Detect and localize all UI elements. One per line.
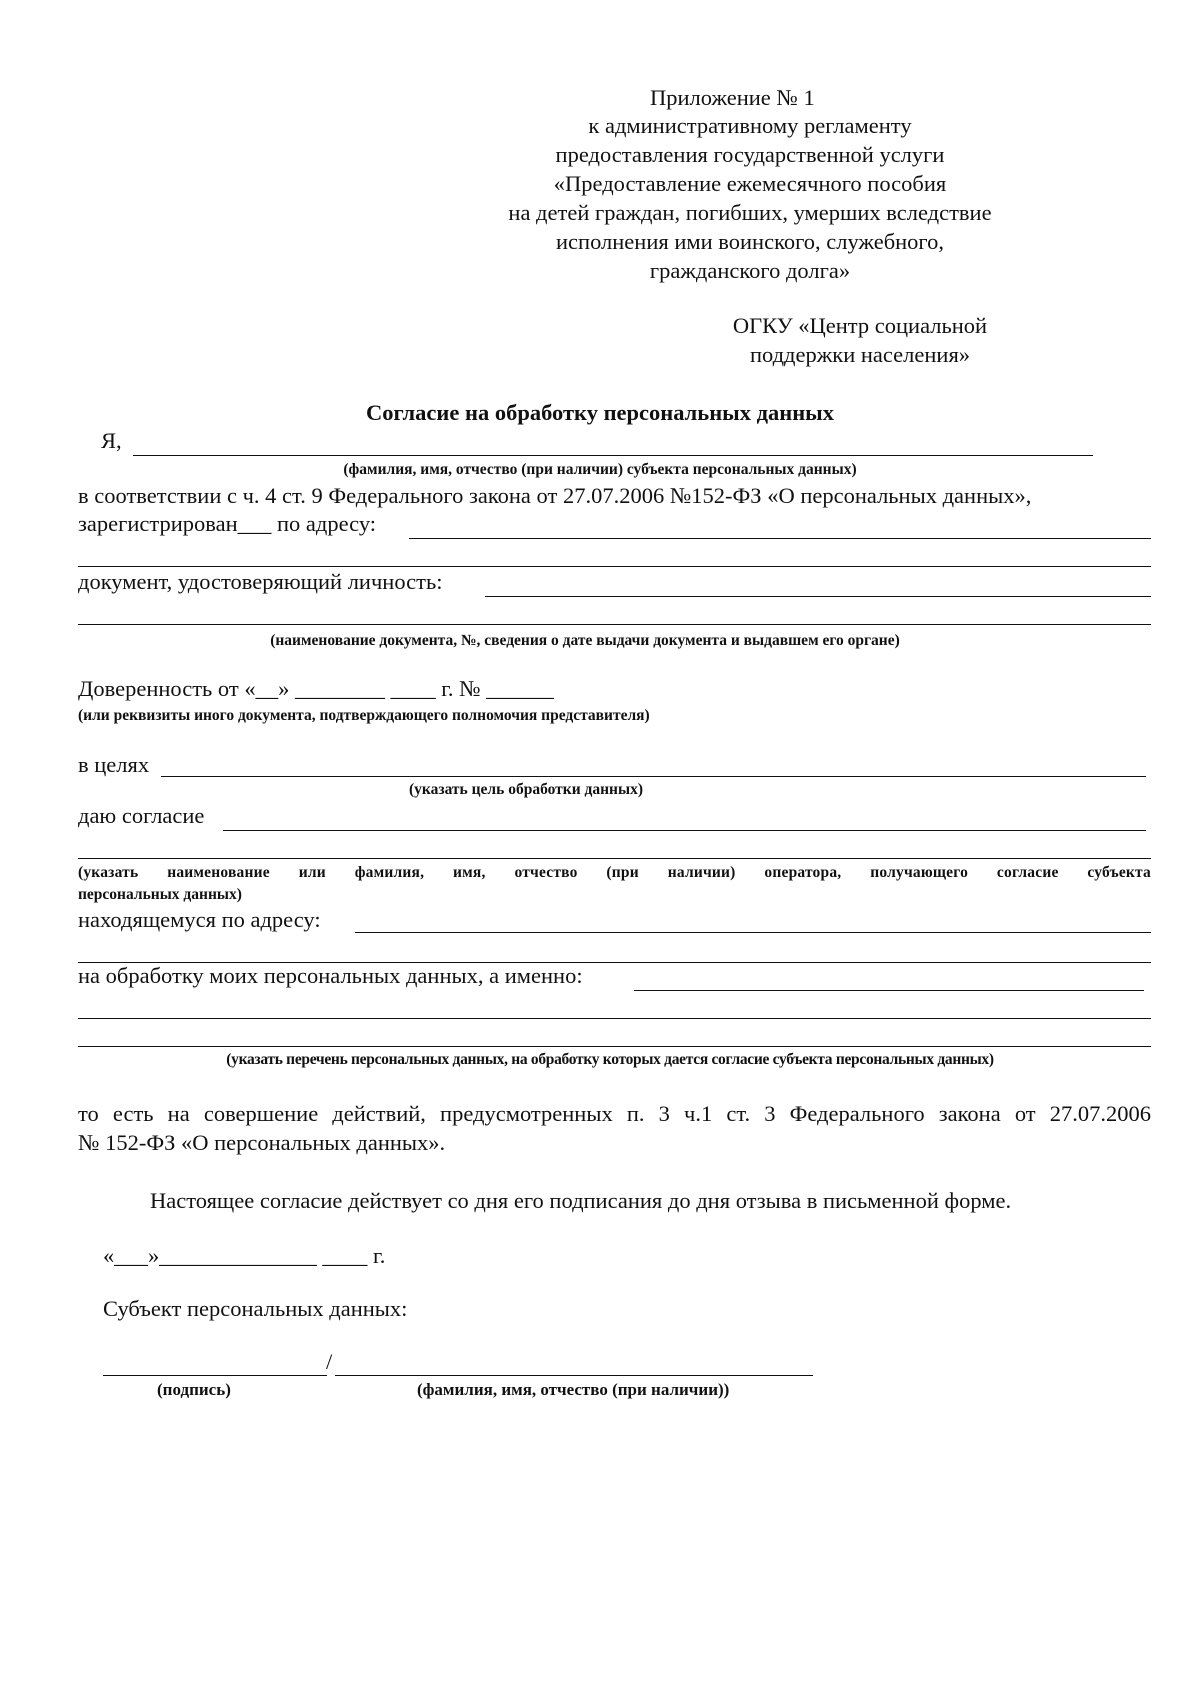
actions-line-2: № 152-ФЗ «О персональных данных».	[78, 1130, 446, 1155]
poa-hint: (или реквизиты иного документа, подтверждающего полномочия представителя)	[78, 707, 650, 724]
signature-line[interactable]	[103, 1375, 327, 1376]
appendix-title: Приложение № 1	[650, 85, 815, 110]
signature-slash: /	[326, 1349, 333, 1374]
recipient-line: поддержки населения»	[749, 342, 971, 367]
document-title: Согласие на обработку персональных данных	[365, 400, 834, 425]
operator-hint: (указать наименование или фамилия, имя, отчество (при наличии) оператора, получающего согласие субъекта	[78, 864, 1151, 881]
header-line: гражданского долга»	[649, 258, 851, 283]
id-doc-hint: (наименование документа, №, сведения о дате выдачи документа и выдавшем его органе)	[270, 632, 900, 649]
name-hint: (фамилия, имя, отчество (при наличии))	[417, 1380, 730, 1399]
header-line: к административному регламенту	[588, 113, 912, 138]
header-line: исполнения ими воинского, служебного,	[556, 229, 944, 254]
id-doc-line[interactable]	[485, 596, 1151, 597]
processing-line[interactable]	[634, 990, 1144, 991]
consent-line-2[interactable]	[78, 858, 1151, 859]
purpose-label: в целях	[78, 752, 150, 777]
recipient-line: ОГКУ «Центр социальной	[732, 313, 988, 338]
id-doc-label: документ, удостоверяющий личность:	[78, 569, 443, 594]
consent-label: даю согласие	[78, 803, 205, 828]
operator-hint-2: персональных данных)	[78, 886, 242, 903]
sign-hint: (подпись)	[157, 1380, 231, 1399]
subject-name-line[interactable]	[133, 455, 1093, 456]
id-doc-line-2[interactable]	[78, 624, 1151, 625]
date-line[interactable]: «___»______________ ____ г.	[103, 1243, 386, 1268]
processing-label: на обработку моих персональных данных, а именно:	[78, 963, 583, 988]
registered-address-line[interactable]	[409, 538, 1151, 539]
signer-name-line[interactable]	[335, 1375, 813, 1376]
purpose-line[interactable]	[161, 776, 1146, 777]
registered-address-line-2[interactable]	[78, 566, 1151, 567]
i-label: Я,	[101, 428, 122, 453]
located-label: находящемуся по адресу:	[78, 907, 321, 932]
consent-line[interactable]	[223, 830, 1146, 831]
header-line: на детей граждан, погибших, умерших вследствие	[508, 200, 992, 225]
list-hint: (указать перечень персональных данных, на обработку которых дается согласие субъекта персональных данных)	[226, 1051, 994, 1068]
subject-label: Субъект персональных данных:	[103, 1296, 408, 1321]
registered-label: зарегистрирован___ по адресу:	[78, 511, 377, 536]
located-line[interactable]	[355, 932, 1151, 933]
poa-label: Доверенность от «__» ________ ____ г. № ______	[78, 676, 554, 701]
processing-line-3[interactable]	[78, 1046, 1151, 1047]
header-line: «Предоставление ежемесячного пособия	[553, 171, 947, 196]
law-text: в соответствии с ч. 4 ст. 9 Федерального закона от 27.07.2006 №152-ФЗ «О персональных данных»,	[78, 483, 1032, 508]
processing-line-2[interactable]	[78, 1018, 1151, 1019]
actions-line-1: то есть на совершение действий, предусмотренных п. 3 ч.1 ст. 3 Федерального закона от 27.07.2006	[78, 1101, 1151, 1126]
header-line: предоставления государственной услуги	[555, 142, 945, 167]
subject-hint: (фамилия, имя, отчество (при наличии) субъекта персональных данных)	[343, 461, 857, 478]
purpose-hint: (указать цель обработки данных)	[409, 781, 643, 798]
validity-text: Настоящее согласие действует со дня его подписания до дня отзыва в письменной форме.	[150, 1188, 1012, 1213]
